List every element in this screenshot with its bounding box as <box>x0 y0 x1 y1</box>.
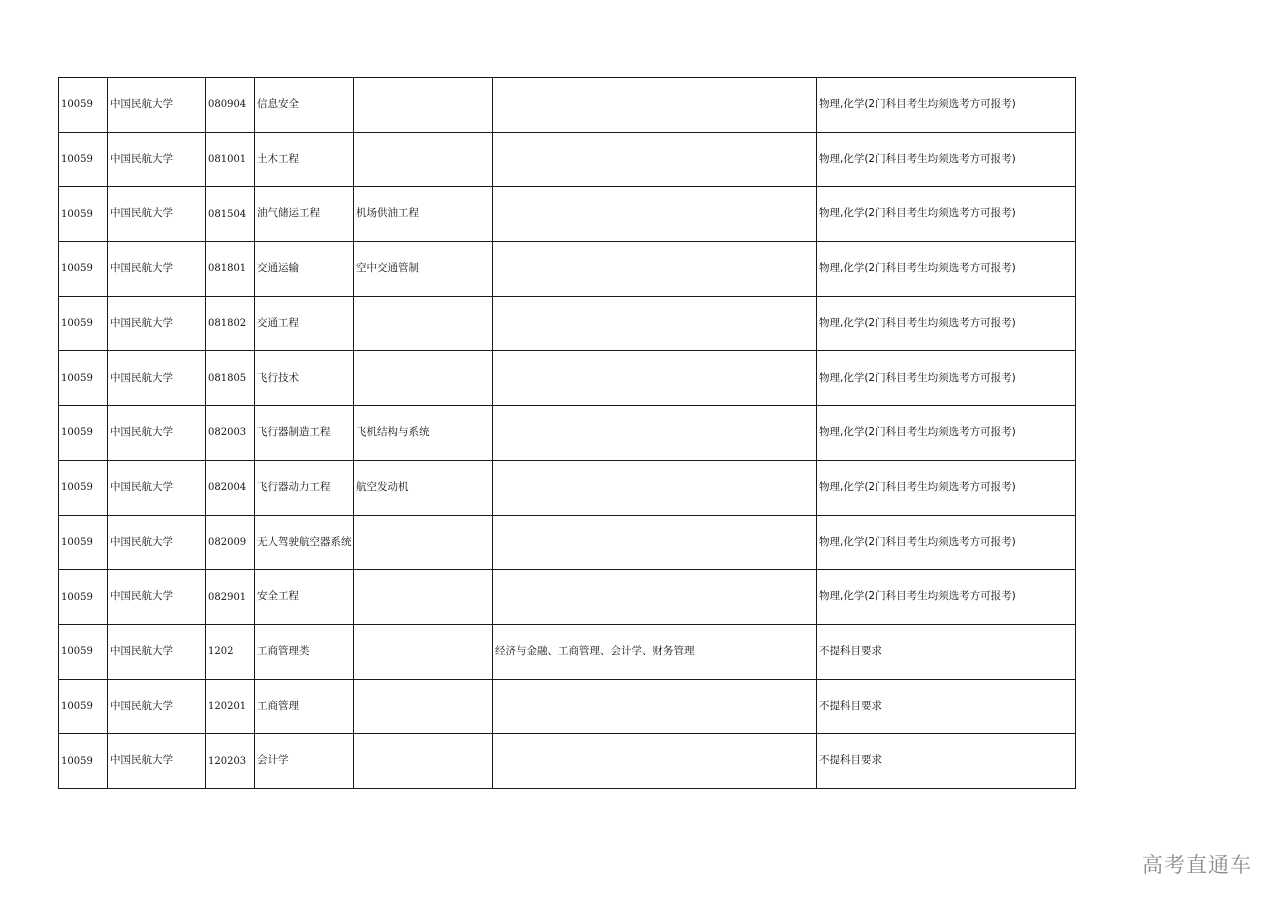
major-code-cell: 081001 <box>206 132 255 187</box>
major-name-cell: 无人驾驶航空器系统 <box>255 515 354 570</box>
requirement-cell: 物理,化学(2门科目考生均须选考方可报考) <box>817 515 1076 570</box>
table-row <box>59 734 1076 789</box>
requirement-cell: 物理,化学(2门科目考生均须选考方可报考) <box>817 460 1076 515</box>
school-name-cell: 中国民航大学 <box>108 187 206 242</box>
major-name-cell: 信息安全 <box>255 78 354 133</box>
includes-cell: 经济与金融、工商管理、会计学、财务管理 <box>493 624 817 679</box>
school-name-cell: 中国民航大学 <box>108 242 206 297</box>
requirement-cell: 不提科目要求 <box>817 679 1076 734</box>
direction-cell <box>354 679 493 734</box>
table-row <box>59 406 1076 461</box>
includes-cell <box>493 351 817 406</box>
major-name-cell: 土木工程 <box>255 132 354 187</box>
school-name-cell: 中国民航大学 <box>108 460 206 515</box>
school-code-cell: 10059 <box>59 187 108 242</box>
school-name-cell: 中国民航大学 <box>108 406 206 461</box>
table-row <box>59 187 1076 242</box>
table-row <box>59 679 1076 734</box>
requirement-cell: 物理,化学(2门科目考生均须选考方可报考) <box>817 78 1076 133</box>
major-name-cell: 油气储运工程 <box>255 187 354 242</box>
includes-cell <box>493 296 817 351</box>
school-code-cell: 10059 <box>59 679 108 734</box>
direction-cell <box>354 624 493 679</box>
requirement-cell: 不提科目要求 <box>817 624 1076 679</box>
includes-cell <box>493 78 817 133</box>
school-code-cell: 10059 <box>59 515 108 570</box>
school-name-cell: 中国民航大学 <box>108 296 206 351</box>
school-code-cell: 10059 <box>59 296 108 351</box>
direction-cell <box>354 296 493 351</box>
table-row <box>59 515 1076 570</box>
watermark: 高考直通车 <box>1142 853 1252 877</box>
direction-cell <box>354 515 493 570</box>
major-name-cell: 飞行器动力工程 <box>255 460 354 515</box>
school-code-cell: 10059 <box>59 78 108 133</box>
direction-cell: 航空发动机 <box>354 460 493 515</box>
major-name-cell: 会计学 <box>255 734 354 789</box>
major-code-cell: 1202 <box>206 624 255 679</box>
major-code-cell: 120203 <box>206 734 255 789</box>
major-code-cell: 082004 <box>206 460 255 515</box>
major-code-cell: 081802 <box>206 296 255 351</box>
major-code-cell: 081504 <box>206 187 255 242</box>
school-code-cell: 10059 <box>59 242 108 297</box>
includes-cell <box>493 679 817 734</box>
major-name-cell: 交通工程 <box>255 296 354 351</box>
table-row <box>59 296 1076 351</box>
direction-cell <box>354 132 493 187</box>
school-name-cell: 中国民航大学 <box>108 734 206 789</box>
major-code-cell: 082901 <box>206 570 255 625</box>
major-code-cell: 081801 <box>206 242 255 297</box>
school-code-cell: 10059 <box>59 460 108 515</box>
school-name-cell: 中国民航大学 <box>108 78 206 133</box>
table-row <box>59 78 1076 133</box>
school-code-cell: 10059 <box>59 570 108 625</box>
school-name-cell: 中国民航大学 <box>108 624 206 679</box>
direction-cell: 机场供油工程 <box>354 187 493 242</box>
major-name-cell: 飞行技术 <box>255 351 354 406</box>
school-code-cell: 10059 <box>59 132 108 187</box>
includes-cell <box>493 570 817 625</box>
direction-cell <box>354 78 493 133</box>
major-code-cell: 080904 <box>206 78 255 133</box>
includes-cell <box>493 460 817 515</box>
requirement-cell: 物理,化学(2门科目考生均须选考方可报考) <box>817 570 1076 625</box>
school-name-cell: 中国民航大学 <box>108 679 206 734</box>
school-name-cell: 中国民航大学 <box>108 132 206 187</box>
direction-cell: 飞机结构与系统 <box>354 406 493 461</box>
school-code-cell: 10059 <box>59 351 108 406</box>
includes-cell <box>493 242 817 297</box>
requirement-cell: 物理,化学(2门科目考生均须选考方可报考) <box>817 242 1076 297</box>
school-name-cell: 中国民航大学 <box>108 515 206 570</box>
major-name-cell: 工商管理 <box>255 679 354 734</box>
major-name-cell: 工商管理类 <box>255 624 354 679</box>
school-code-cell: 10059 <box>59 406 108 461</box>
requirement-cell: 物理,化学(2门科目考生均须选考方可报考) <box>817 132 1076 187</box>
table-row <box>59 570 1076 625</box>
major-name-cell: 飞行器制造工程 <box>255 406 354 461</box>
requirement-cell: 物理,化学(2门科目考生均须选考方可报考) <box>817 406 1076 461</box>
table-row <box>59 624 1076 679</box>
includes-cell <box>493 132 817 187</box>
requirement-cell: 物理,化学(2门科目考生均须选考方可报考) <box>817 296 1076 351</box>
school-name-cell: 中国民航大学 <box>108 351 206 406</box>
major-name-cell: 交通运输 <box>255 242 354 297</box>
table-row <box>59 132 1076 187</box>
includes-cell <box>493 406 817 461</box>
major-name-cell: 安全工程 <box>255 570 354 625</box>
school-name-cell: 中国民航大学 <box>108 570 206 625</box>
table-row <box>59 460 1076 515</box>
requirement-cell: 不提科目要求 <box>817 734 1076 789</box>
direction-cell <box>354 734 493 789</box>
direction-cell: 空中交通管制 <box>354 242 493 297</box>
table-body <box>59 78 1076 789</box>
includes-cell <box>493 515 817 570</box>
direction-cell <box>354 351 493 406</box>
includes-cell <box>493 734 817 789</box>
major-code-cell: 120201 <box>206 679 255 734</box>
table-row <box>59 351 1076 406</box>
school-code-cell: 10059 <box>59 624 108 679</box>
major-code-cell: 082009 <box>206 515 255 570</box>
includes-cell <box>493 187 817 242</box>
requirement-cell: 物理,化学(2门科目考生均须选考方可报考) <box>817 351 1076 406</box>
requirements-table <box>58 77 1076 789</box>
school-code-cell: 10059 <box>59 734 108 789</box>
requirement-cell: 物理,化学(2门科目考生均须选考方可报考) <box>817 187 1076 242</box>
direction-cell <box>354 570 493 625</box>
major-code-cell: 081805 <box>206 351 255 406</box>
table-row <box>59 242 1076 297</box>
major-code-cell: 082003 <box>206 406 255 461</box>
